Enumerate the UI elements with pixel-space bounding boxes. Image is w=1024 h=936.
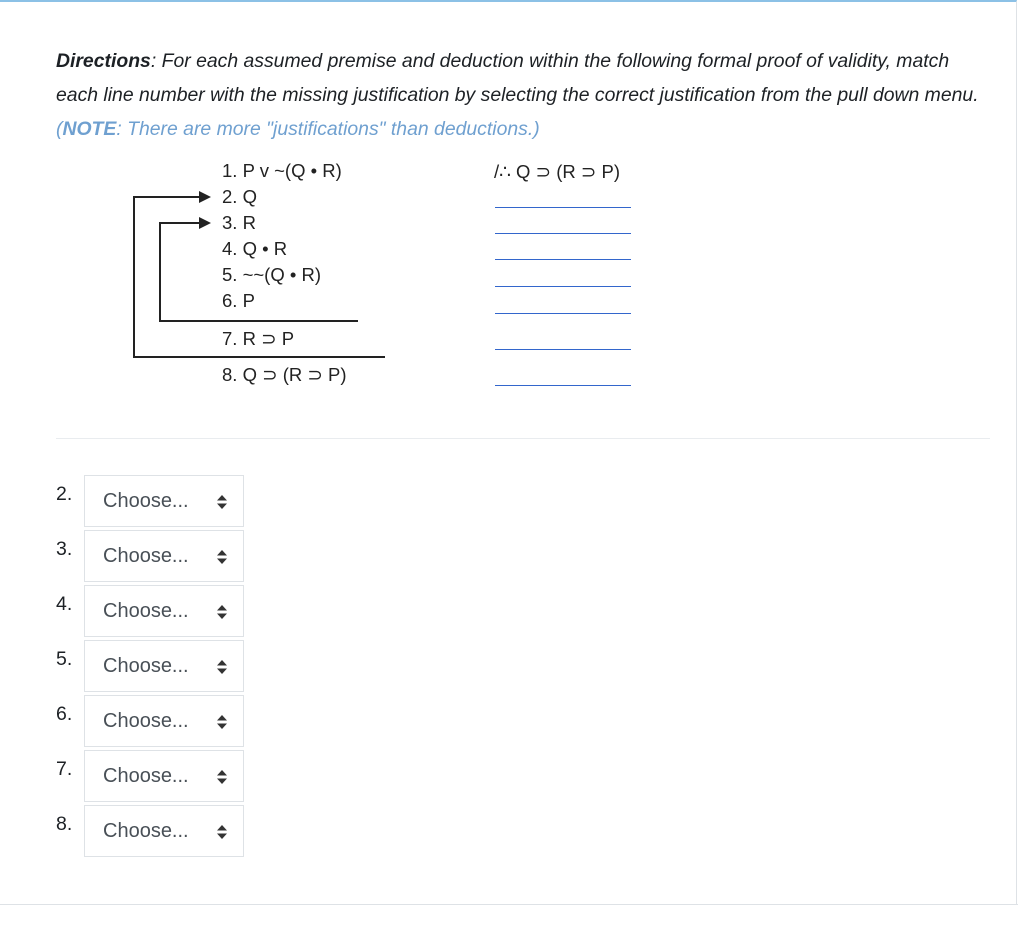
directions-text <box>56 44 996 146</box>
answer-number: 8. <box>56 813 73 835</box>
section-divider <box>56 438 990 439</box>
select-value: Choose... <box>103 709 189 732</box>
updown-arrows-icon <box>216 493 228 511</box>
proof-line-1: 1. P v ~(Q • R) <box>222 160 342 181</box>
select-value: Choose... <box>103 544 189 567</box>
select-value: Choose... <box>103 764 189 787</box>
answer-number: 5. <box>56 648 73 670</box>
card-shadow <box>28 904 1018 905</box>
select-value: Choose... <box>103 599 189 622</box>
justification-select-3[interactable] <box>84 530 244 582</box>
justification-select-2[interactable] <box>84 475 244 527</box>
updown-arrows-icon <box>216 768 228 786</box>
proof-line-6: 6. P <box>222 290 255 311</box>
note-text <box>56 118 540 140</box>
note-label: NOTE <box>62 118 117 140</box>
updown-arrows-icon <box>216 713 228 731</box>
directions-label: Directions <box>56 50 151 72</box>
proof-line-7: 7. R ⊃ P <box>222 328 295 349</box>
justification-select-7[interactable] <box>84 750 244 802</box>
proof-conclusion: /∴ Q ⊃ (R ⊃ P) <box>494 161 621 182</box>
justification-select-6[interactable] <box>84 695 244 747</box>
answer-number: 7. <box>56 758 73 780</box>
proof-line-3: 3. R <box>222 212 256 233</box>
updown-arrows-icon <box>216 548 228 566</box>
directions-body: : For each assumed premise and deduction within the following formal proof of validity, match each line number with the missing justification by selecting the correct justification from the pull down menu. <box>56 50 979 106</box>
justification-select-4[interactable] <box>84 585 244 637</box>
proof-line-4: 4. Q • R <box>222 238 288 259</box>
updown-arrows-icon <box>216 603 228 621</box>
answer-number: 4. <box>56 593 73 615</box>
proof-line-2: 2. Q <box>222 186 257 207</box>
note-body: : There are more "justifications" than deductions.) <box>116 118 540 140</box>
updown-arrows-icon <box>216 823 228 841</box>
justification-select-8[interactable] <box>84 805 244 857</box>
answer-number: 3. <box>56 538 73 560</box>
answer-number: 2. <box>56 483 73 505</box>
proof-line-8: 8. Q ⊃ (R ⊃ P) <box>222 364 347 385</box>
answer-number: 6. <box>56 703 73 725</box>
select-value: Choose... <box>103 654 189 677</box>
note-open: ( <box>56 118 63 140</box>
select-value: Choose... <box>103 819 189 842</box>
updown-arrows-icon <box>216 658 228 676</box>
justification-select-5[interactable] <box>84 640 244 692</box>
select-value: Choose... <box>103 489 189 512</box>
proof-line-5: 5. ~~(Q • R) <box>222 264 322 285</box>
